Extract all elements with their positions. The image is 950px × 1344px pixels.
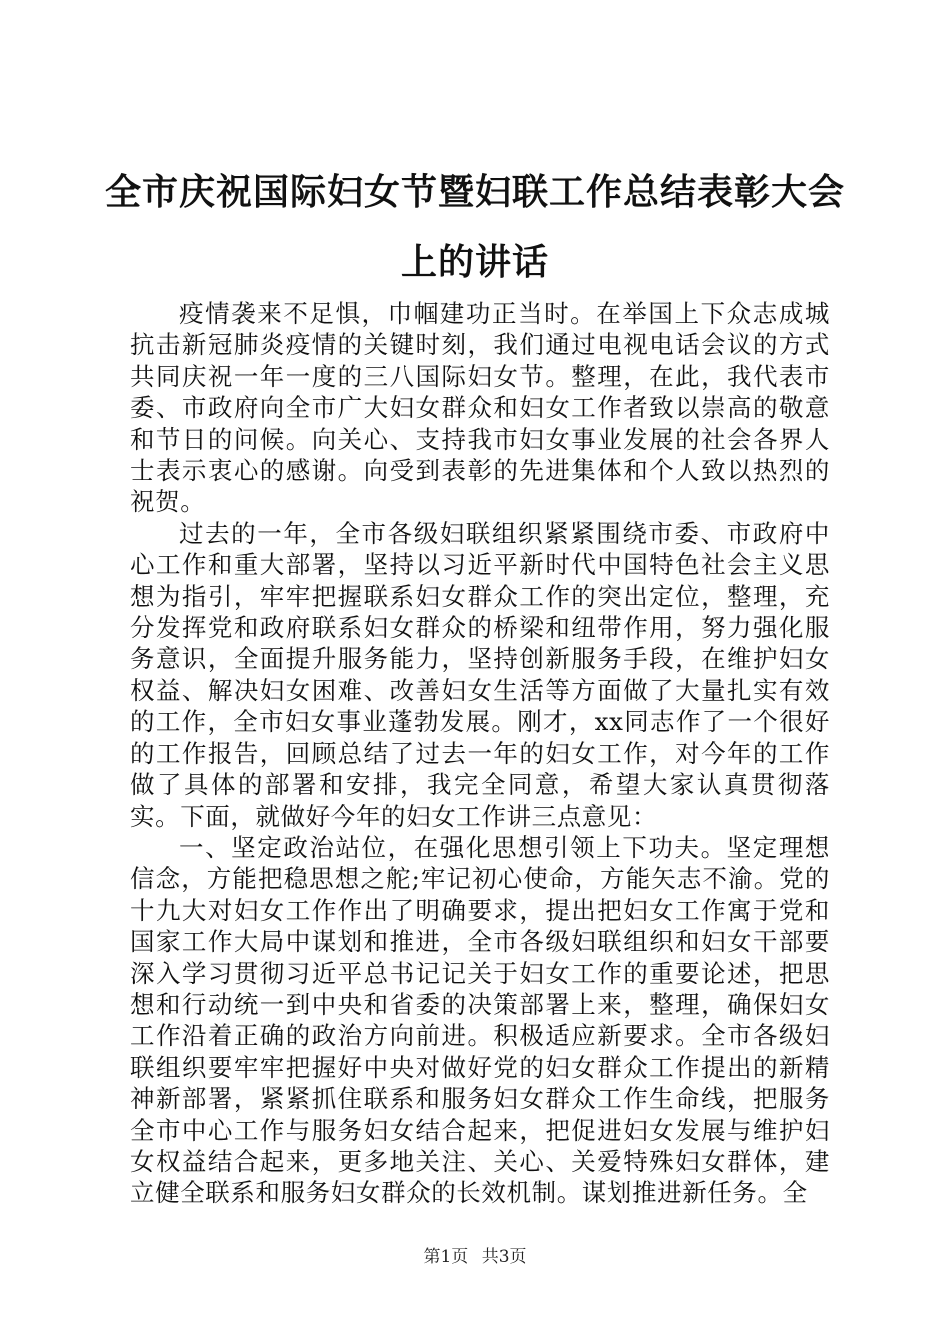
title-line-2: 上的讲话 xyxy=(400,242,549,283)
page-number: 第1页 xyxy=(423,1247,469,1267)
paragraph: 疫情袭来不足惧，巾帼建功正当时。在举国上下众志成城抗击新冠肺炎疫情的关键时刻，我们通过电视电话会议的方式共同庆祝一年一度的三八国际妇女节。整理，在此，我代表市委、市政府向全市广大妇女群众和妇女工作者致以崇高的敬意和节日的问候。向关心、支持我市妇女事业发展的社会各界人士表示衷心的感谢。向受到表彰的先进集体和个人致以热烈的祝贺。 xyxy=(130,299,830,517)
document-title xyxy=(100,158,850,298)
page-total: 共3页 xyxy=(481,1247,527,1267)
page-footer xyxy=(0,1242,950,1267)
document-body xyxy=(130,298,830,1209)
paragraph: 一、坚定政治站位，在强化思想引领上下功夫。坚定理想信念，方能把稳思想之舵;牢记初心使命，方能矢志不渝。党的十九大对妇女工作作出了明确要求，提出把妇女工作寓于党和国家工作大局中谋划和推进，全市各级妇联组织和妇女干部要深入学习贯彻习近平总书记记关于妇女工作的重要论述，把思想和行动统一到中央和省委的决策部署上来，整理，确保妇女工作沿着正确的政治方向前进。积极适应新要求。全市各级妇联组织要牢牢把握好中央对做好党的妇女群众工作提出的新精神新部署，紧紧抓住联系和服务妇女群众工作生命线，把服务全市中心工作与服务妇女结合起来，把促进妇女发展与维护妇女权益结合起来，更多地关注、关心、关爱特殊妇女群体，建立健全联系和服务妇女群众的长效机制。谋划推进新任务。全 xyxy=(130,832,830,1208)
title-line-1: 全市庆祝国际妇女节暨妇联工作总结表彰大会 xyxy=(104,172,845,213)
paragraph: 过去的一年，全市各级妇联组织紧紧围绕市委、市政府中心工作和重大部署，坚持以习近平新时代中国特色社会主义思想为指引，牢牢把握联系妇女群众工作的突出定位，整理，充分发挥党和政府联系妇女群众的桥梁和纽带作用，努力强化服务意识，全面提升服务能力，坚持创新服务手段，在维护妇女权益、解决妇女困难、改善妇女生活等方面做了大量扎实有效的工作，全市妇女事业蓬勃发展。刚才，xx同志作了一个很好的工作报告，回顾总结了过去一年的妇女工作，对今年的工作做了具体的部署和安排，我完全同意，希望大家认真贯彻落实。下面，就做好今年的妇女工作讲三点意见： xyxy=(130,518,830,831)
